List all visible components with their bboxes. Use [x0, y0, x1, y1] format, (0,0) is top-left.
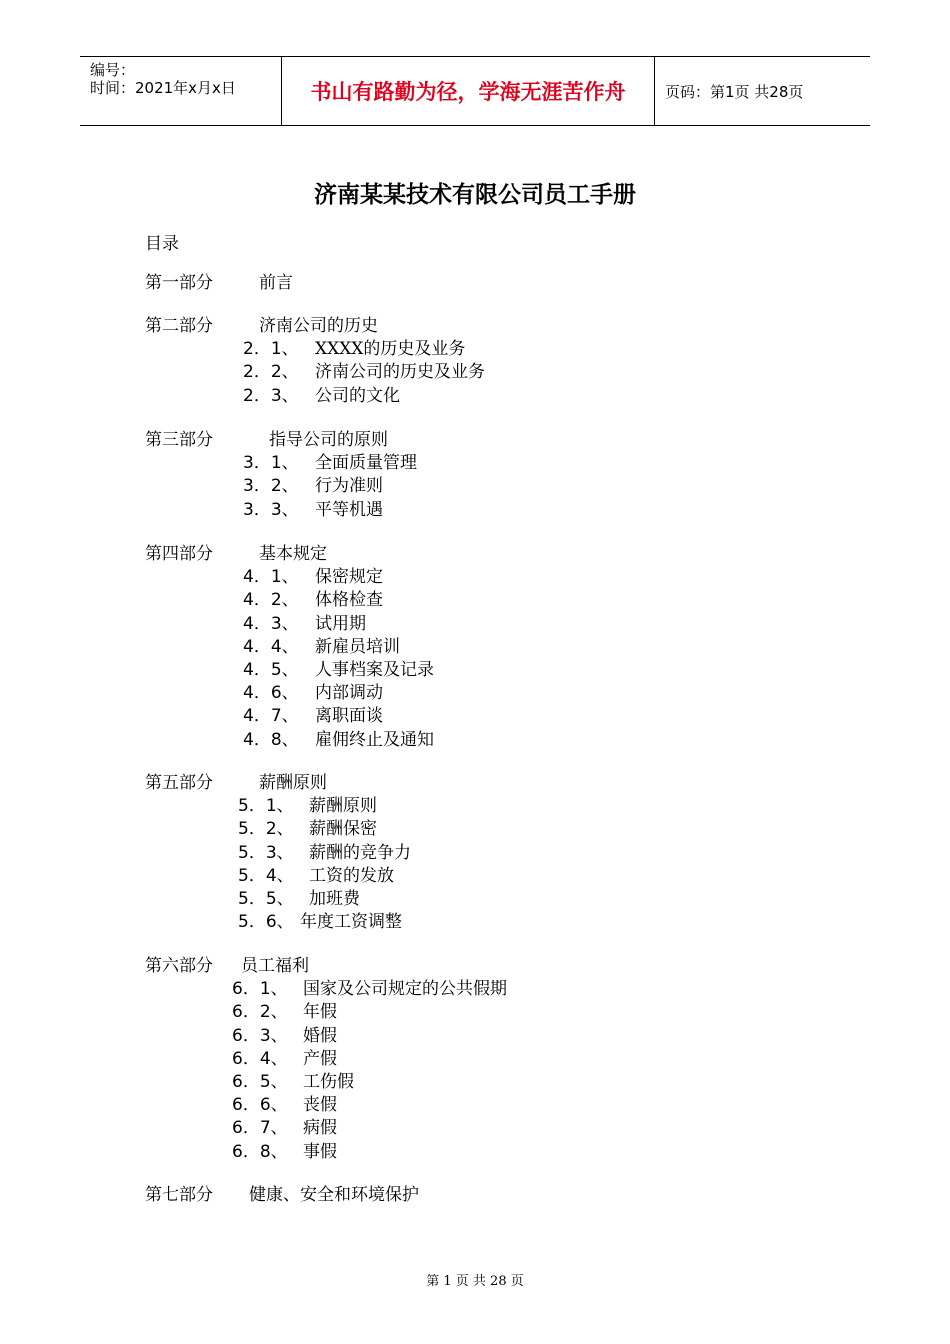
toc-section-title: 薪酬原则 [259, 773, 327, 793]
toc-item-text: 保密规定 [315, 567, 383, 588]
header-motto: 书山有路勤为径，学海无涯苦作舟 [282, 57, 655, 125]
toc-item-text: 工资的发放 [309, 865, 394, 886]
toc-item-text: 丧假 [303, 1095, 337, 1116]
header-page-info: 页码：第1页 共28页 [665, 82, 804, 101]
document-number-label: 编号： [90, 61, 136, 79]
toc-item-text: 年假 [303, 1002, 337, 1023]
toc-item-number: 6．3、 [232, 1025, 288, 1046]
toc-item-number: 6．8、 [232, 1141, 288, 1162]
toc-item-number: 3．1、 [243, 453, 299, 474]
toc-section-title: 健康、安全和环境保护 [249, 1185, 419, 1205]
toc-item-number: 6．5、 [232, 1072, 288, 1092]
toc-item-number: 4．7、 [243, 706, 299, 727]
toc-item-text: 事假 [303, 1141, 337, 1162]
toc-item-number: 6．6、 [232, 1095, 288, 1116]
toc-item-number: 4．4、 [243, 636, 299, 657]
toc-section-title: 员工福利 [241, 956, 309, 976]
toc-item-number: 3．3、 [243, 499, 299, 520]
page-footer: 第 1 页 共 28 页 [426, 1274, 524, 1289]
toc-item-number: 6．4、 [232, 1048, 288, 1069]
toc-section-label: 第六部分 [145, 956, 213, 976]
toc-item-number: 5．3、 [238, 842, 294, 863]
toc-item-number: 4．8、 [243, 729, 299, 750]
toc-item-number: 5．4、 [238, 865, 294, 886]
toc-item-text: 新雇员培训 [315, 636, 400, 657]
toc-item-number: 4．6、 [243, 683, 299, 704]
toc-item-number: 3．2、 [243, 476, 299, 497]
toc-item-number: 5．1、 [238, 796, 294, 817]
toc-item-number: 5．2、 [238, 819, 294, 840]
toc-item-number: 5．5、 [238, 889, 294, 909]
toc-section-label: 第五部分 [145, 773, 213, 793]
toc-item-number: 2．2、 [243, 362, 299, 383]
header-meta [80, 57, 282, 125]
toc-item-text: 雇佣终止及通知 [315, 729, 434, 750]
toc-item-number: 6．7、 [232, 1118, 288, 1139]
toc-item-number: 4．1、 [243, 567, 299, 588]
toc-item-text: XXXX的历史及业务 [315, 339, 466, 360]
toc-section-title: 基本规定 [259, 544, 327, 564]
toc-item-number: 4．3、 [243, 613, 299, 634]
toc-item-text: 行为准则 [315, 476, 383, 497]
toc-item-text: 离职面谈 [315, 706, 383, 727]
toc-section-title: 前言 [259, 273, 293, 293]
toc-item-text: 国家及公司规定的公共假期 [303, 979, 507, 1000]
page-header [80, 56, 870, 126]
toc-item-text: 薪酬保密 [309, 819, 377, 840]
toc-section-title: 指导公司的原则 [269, 430, 388, 450]
toc-heading: 目录 [145, 234, 179, 254]
toc-item-text: 加班费 [309, 889, 360, 909]
toc-section-title: 济南公司的历史 [259, 316, 378, 336]
toc-item-text: 产假 [303, 1048, 337, 1069]
document-title: 济南某某技术有限公司员工手册 [314, 181, 636, 208]
toc-item-number: 6．2、 [232, 1002, 288, 1023]
toc-item-text: 试用期 [315, 613, 366, 634]
toc-section-label: 第四部分 [145, 544, 213, 564]
document-time: 时间：2021年x月x日 [90, 79, 236, 97]
toc-item-text: 病假 [303, 1118, 337, 1139]
toc-section-label: 第一部分 [145, 273, 213, 293]
toc-item-number: 4．2、 [243, 590, 299, 611]
toc-section-label: 第七部分 [145, 1185, 213, 1205]
toc-item-text: 婚假 [303, 1025, 337, 1046]
toc-item-text: 薪酬的竞争力 [309, 842, 411, 863]
toc-section-label: 第三部分 [145, 430, 213, 450]
toc-item-text: 年度工资调整 [300, 912, 402, 933]
toc-item-text: 人事档案及记录 [315, 660, 434, 680]
toc-item-number: 5．6、 [238, 912, 294, 933]
toc-item-number: 6．1、 [232, 979, 288, 1000]
toc-item-text: 全面质量管理 [315, 453, 417, 474]
toc-item-number: 4．5、 [243, 660, 299, 680]
toc-item-number: 2．3、 [243, 385, 299, 406]
toc-item-text: 公司的文化 [315, 385, 400, 406]
toc-section-label: 第二部分 [145, 316, 213, 336]
toc-item-text: 薪酬原则 [309, 796, 377, 817]
toc-item-text: 体格检查 [315, 590, 383, 611]
toc-item-text: 济南公司的历史及业务 [315, 362, 485, 383]
toc-item-text: 平等机遇 [315, 499, 383, 520]
toc-item-text: 内部调动 [315, 683, 383, 704]
toc-item-number: 2．1、 [243, 339, 299, 360]
toc-item-text: 工伤假 [303, 1072, 354, 1092]
